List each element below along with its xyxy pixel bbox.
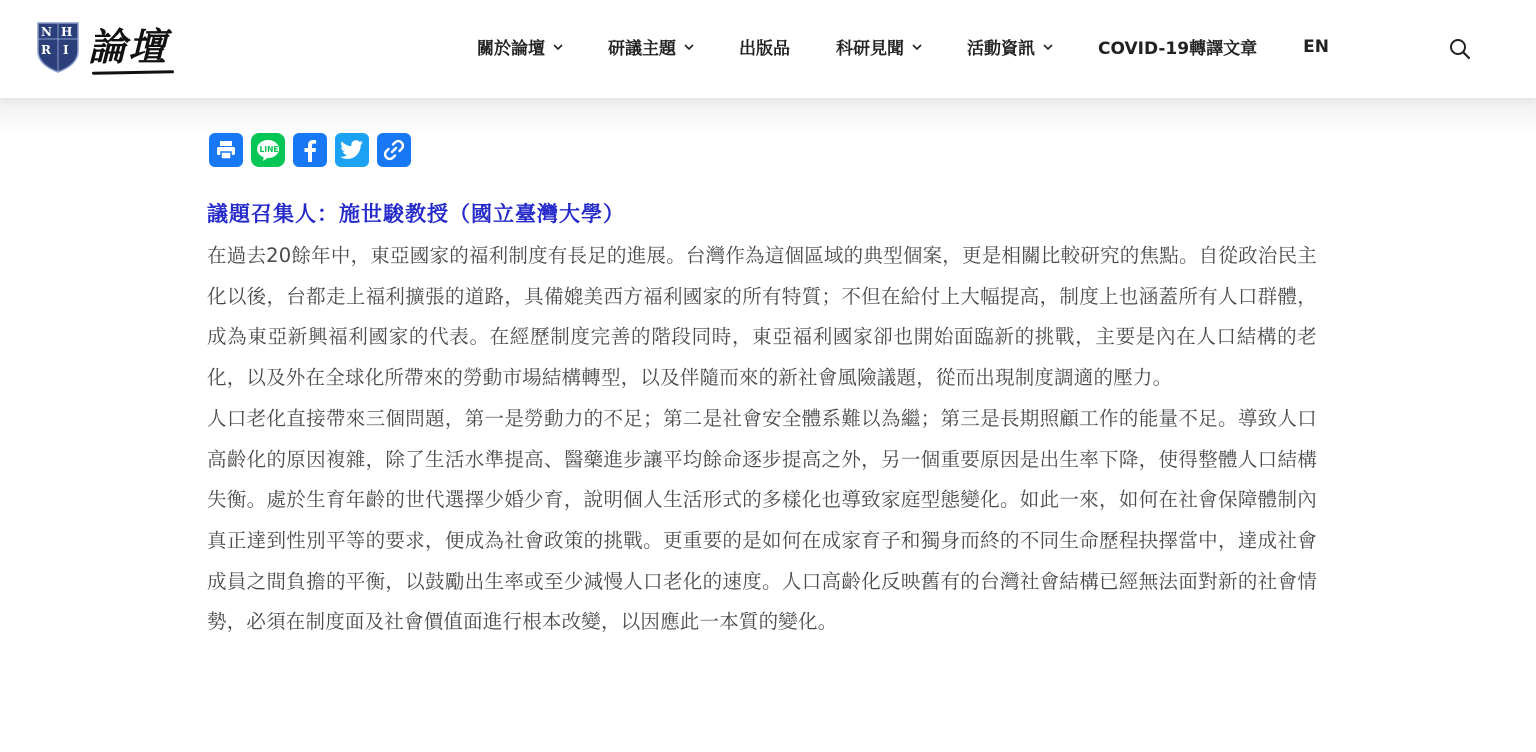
share-toolbar <box>209 133 419 167</box>
nav-item-label: EN <box>1303 36 1329 57</box>
print-icon <box>215 139 237 161</box>
twitter-icon <box>340 139 364 161</box>
chevron-down-icon <box>911 41 923 53</box>
chevron-down-icon <box>1042 41 1054 53</box>
nav-item-language-en[interactable] <box>1303 37 1329 57</box>
chevron-down-icon <box>552 41 564 53</box>
nav-item-label: 研議主題 <box>608 39 676 59</box>
search-icon <box>1448 37 1472 61</box>
svg-text:H: H <box>61 25 73 39</box>
svg-text:N: N <box>41 25 52 39</box>
logo-brush-stroke <box>92 70 174 74</box>
svg-text:LINE: LINE <box>259 145 279 154</box>
article-body <box>207 196 1317 643</box>
share-facebook-button[interactable] <box>293 133 327 167</box>
nav-item-covid-articles[interactable] <box>1098 34 1257 59</box>
facebook-icon <box>300 138 320 162</box>
nav-item-about[interactable] <box>477 34 564 59</box>
nav-item-publications[interactable] <box>739 34 790 59</box>
topic-convener-heading: 議題召集人：施世駿教授（國立臺灣大學） <box>207 202 625 226</box>
main-nav <box>477 34 1329 59</box>
nav-item-label: 出版品 <box>739 39 790 59</box>
article-paragraph: 人口老化直接帶來三個問題，第一是勞動力的不足；第二是社會安全體系難以為繼；第三是長期照顧工作的能量不足。導致人口高齡化的原因複雜，除了生活水準提高、醫藥進步讓平均餘命逐步提高之外，另一個重要原因是出生率下降，使得整體人口結構失衡。處於生育年齡的世代選擇少婚少育，說明個人生活形式的多樣化也導致家庭型態變化。如此一來，如何在社會保障體制內真正達到性別平等的要求，便成為社會政策的挑戰。更重要的是如何在成家育子和獨身而終的不同生命歷程抉擇當中，達成社會成員之間負擔的平衡，以鼓勵出生率或至少減慢人口老化的速度。人口高齡化反映舊有的台灣社會結構已經無法面對新的社會情勢，必須在制度面及社會價值面進行根本改變，以因應此一本質的變化。 <box>207 406 1317 634</box>
copy-link-button[interactable] <box>377 133 411 167</box>
nav-item-label: 關於論壇 <box>477 39 545 59</box>
share-line-button[interactable] <box>251 133 285 167</box>
site-header <box>0 0 1536 98</box>
nav-item-topics[interactable] <box>608 34 695 59</box>
share-twitter-button[interactable] <box>335 133 369 167</box>
nav-item-research-news[interactable] <box>836 34 923 59</box>
nav-item-label: COVID-19轉譯文章 <box>1098 39 1258 59</box>
header-shadow-band <box>0 98 1536 138</box>
search-button[interactable] <box>1448 37 1472 61</box>
print-button[interactable] <box>209 133 243 167</box>
svg-text:R: R <box>41 43 51 57</box>
nhri-emblem-icon <box>36 21 80 73</box>
site-logo[interactable] <box>36 18 168 76</box>
article-paragraph: 在過去20餘年中，東亞國家的福利制度有長足的進展。台灣作為這個區域的典型個案，更是相關比較研究的焦點。自從政治民主化以後，台都走上福利擴張的道路，具備媲美西方福利國家的所有特質；不但在給付上大幅提高，制度上也涵蓋所有人口群體，成為東亞新興福利國家的代表。在經歷制度完善的階段同時，東亞福利國家卻也開始面臨新的挑戰，主要是內在人口結構的老化，以及外在全球化所帶來的勞動市場結構轉型，以及伴隨而來的新社會風險議題，從而出現制度調適的壓力。 <box>207 244 1317 390</box>
svg-text:I: I <box>63 43 69 57</box>
chevron-down-icon <box>683 41 695 53</box>
nav-item-events[interactable] <box>967 34 1054 59</box>
copy-link-icon <box>382 138 406 162</box>
nav-item-label: 活動資訊 <box>967 39 1035 59</box>
line-icon <box>255 138 281 162</box>
nav-item-label: 科研見聞 <box>836 39 904 59</box>
logo-text: 論壇 <box>88 28 168 66</box>
